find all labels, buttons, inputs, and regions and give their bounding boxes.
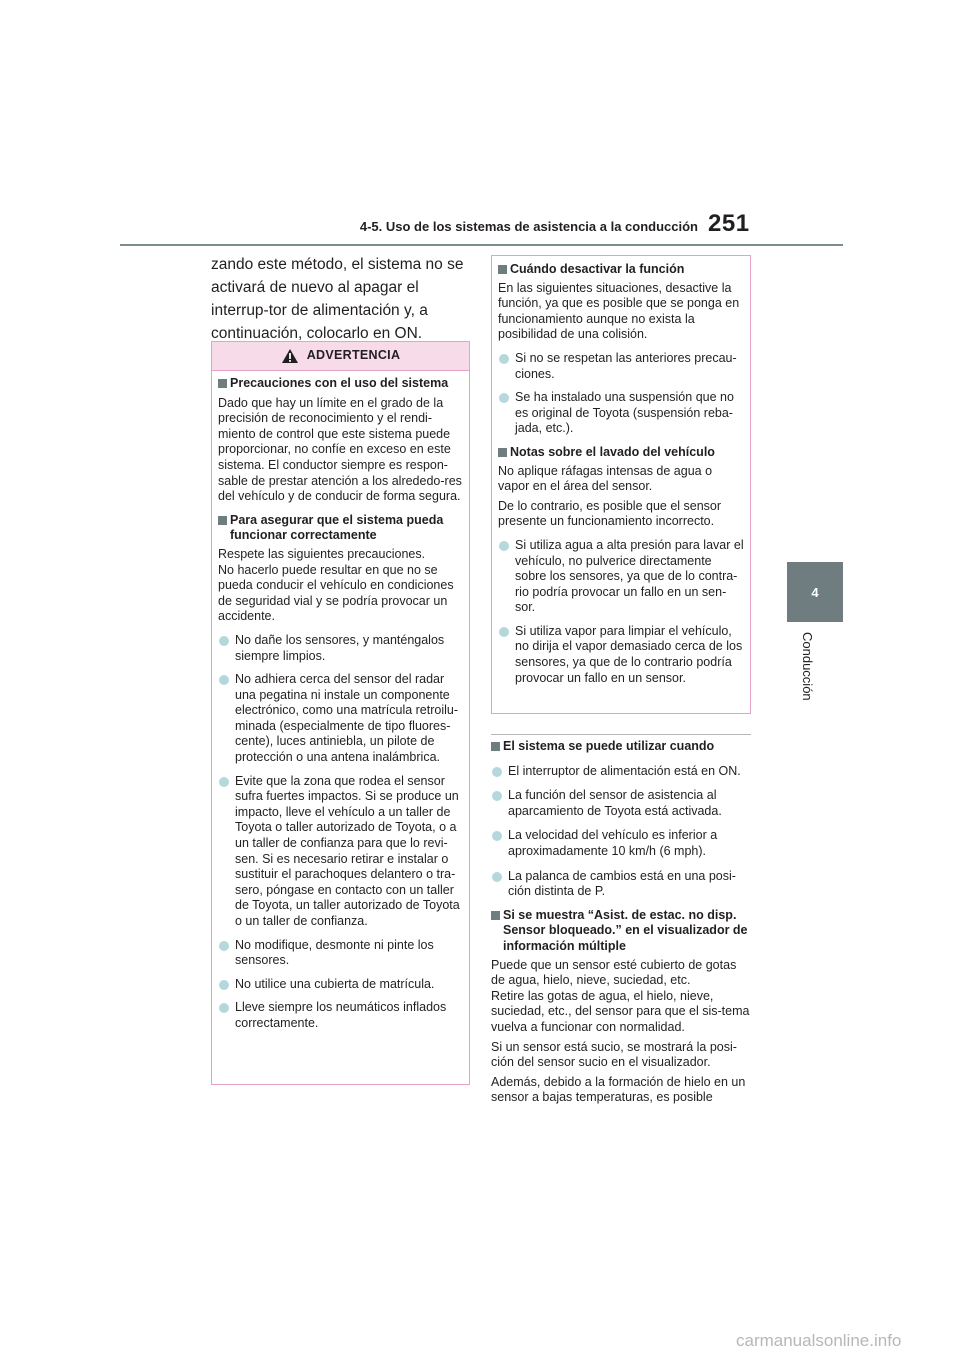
info-paragraph: No aplique ráfagas intensas de agua o vapor en el área del sensor. (498, 463, 713, 494)
list-item: Si no se respetan las anteriores precau-ciones. (498, 351, 744, 382)
chapter-label: Conducción (800, 632, 815, 701)
list-item: Si utiliza agua a alta presión para lavar el vehículo, no pulverice directamente sobre los sensores, ya que de lo contra-rio podría provocar un fallo en un sen-sor. (498, 538, 744, 616)
right-column-content (491, 739, 753, 1106)
list-item: No adhiera cerca del sensor del radar una pegatina ni instale un componente electrónico, como una matrícula retroilu-minada (especialmente de tipo fluores-cente), luces antiniebla, un pilote de protección o una antena inalámbrica. (218, 672, 463, 766)
warning-heading-precautions: Precauciones con el uso del sistema (218, 376, 463, 392)
list-item: La palanca de cambios está en una posi-ción distinta de P. (491, 869, 753, 900)
list-item: No dañe los sensores, y manténgalos siempre limpios. (218, 633, 463, 664)
body-paragraph: Si un sensor está sucio, se mostrará la posi-ción del sensor sucio en el visualizador. (491, 1039, 737, 1070)
chapter-tab[interactable] (787, 562, 843, 622)
info-paragraph: De lo contrario, es posible que el sensor presente un funcionamiento incorrecto. (498, 498, 722, 529)
info-heading-deactivate: Cuándo desactivar la función (498, 262, 744, 278)
info-box (491, 255, 751, 714)
section-divider (491, 734, 751, 735)
list-item: Si utiliza vapor para limpiar el vehículo, no dirija el vapor demasiado cerca de los sensores, ya que de lo contrario podría provocar un fallo en un sensor. (498, 624, 744, 686)
intro-paragraph: zando este método, el sistema no se activará de nuevo al apagar el interrup-tor de alimentación y, a continuación, colocarlo en ON. (211, 256, 464, 342)
body-paragraph: Puede que un sensor esté cubierto de gotas de agua, hielo, nieve, suciedad, etc. (491, 957, 737, 988)
list-item: Se ha instalado una suspensión que no es original de Toyota (suspensión reba-jada, etc.). (498, 390, 744, 437)
info-paragraph: En las siguientes situaciones, desactive la función, ya que es posible que se ponga en funcionamiento aunque no exista la posibilidad de una colisión. (498, 280, 740, 342)
warning-paragraph: Respete las siguientes precauciones. (218, 546, 426, 561)
warning-box (211, 341, 470, 1085)
warning-paragraph: No hacerlo puede resultar en que no se pueda conducir el vehículo en condiciones de seguridad vial y se podría provocar un accidente. (218, 562, 454, 624)
header-divider (120, 244, 843, 246)
warning-triangle-icon (281, 348, 299, 364)
list-item: El interruptor de alimentación está en ON. (491, 764, 753, 780)
body-paragraph: Retire las gotas de agua, el hielo, nieve, suciedad, etc., del sensor para que el sis-tema vuelva a funcionar con normalidad. (491, 988, 750, 1034)
list-item: Evite que la zona que rodea el sensor sufra fuertes impactos. Si se produce un impacto, lleve el vehículo a un taller de Toyota o taller autorizado de Toyota, o a un taller de confianza para que lo revi-sen. Si es necesario retirar e instalar o sustituir el parachoques delantero o tra-sero, póngase en contacto con un taller de Toyota, un taller autorizado de Toyota o un taller de confianza. (218, 774, 463, 930)
list-item: La velocidad del vehículo es inferior a aproximadamente 10 km/h (6 mph). (491, 828, 753, 859)
heading-system-usable: El sistema se puede utilizar cuando (491, 739, 753, 755)
list-item: No modifique, desmonte ni pinte los sensores. (218, 938, 463, 969)
heading-sensor-blocked: Si se muestra “Asist. de estac. no disp. Sensor bloqueado.” en el visualizador de información múltiple (491, 908, 753, 955)
list-item: No utilice una cubierta de matrícula. (218, 977, 463, 993)
info-heading-washing: Notas sobre el lavado del vehículo (498, 445, 744, 461)
page-number: 251 (708, 210, 750, 237)
warning-title: ADVERTENCIA (306, 348, 401, 363)
section-title: 4-5. Uso de los sistemas de asistencia a la conducción (359, 219, 698, 234)
warning-heading-proper-function: Para asegurar que el sistema pueda funcionar correctamente (218, 513, 463, 544)
warning-paragraph: Dado que hay un límite en el grado de la precisión de reconocimiento y el rendi-miento de control que este sistema puede proporcionar, no confíe en exceso en este sistema. El conductor siempre es respon-sable de prestar atención a los alrededo-res del vehículo y de conducir de forma segura. (218, 395, 462, 504)
footer-watermark: carmanualsonline.info (736, 1331, 902, 1350)
chapter-number: 4 (811, 584, 819, 600)
body-paragraph: Además, debido a la formación de hielo en un sensor a bajas temperaturas, es posible (491, 1074, 746, 1105)
list-item: La función del sensor de asistencia al aparcamiento de Toyota está activada. (491, 788, 753, 819)
warning-header (212, 342, 469, 371)
list-item: Lleve siempre los neumáticos inflados correctamente. (218, 1000, 463, 1031)
